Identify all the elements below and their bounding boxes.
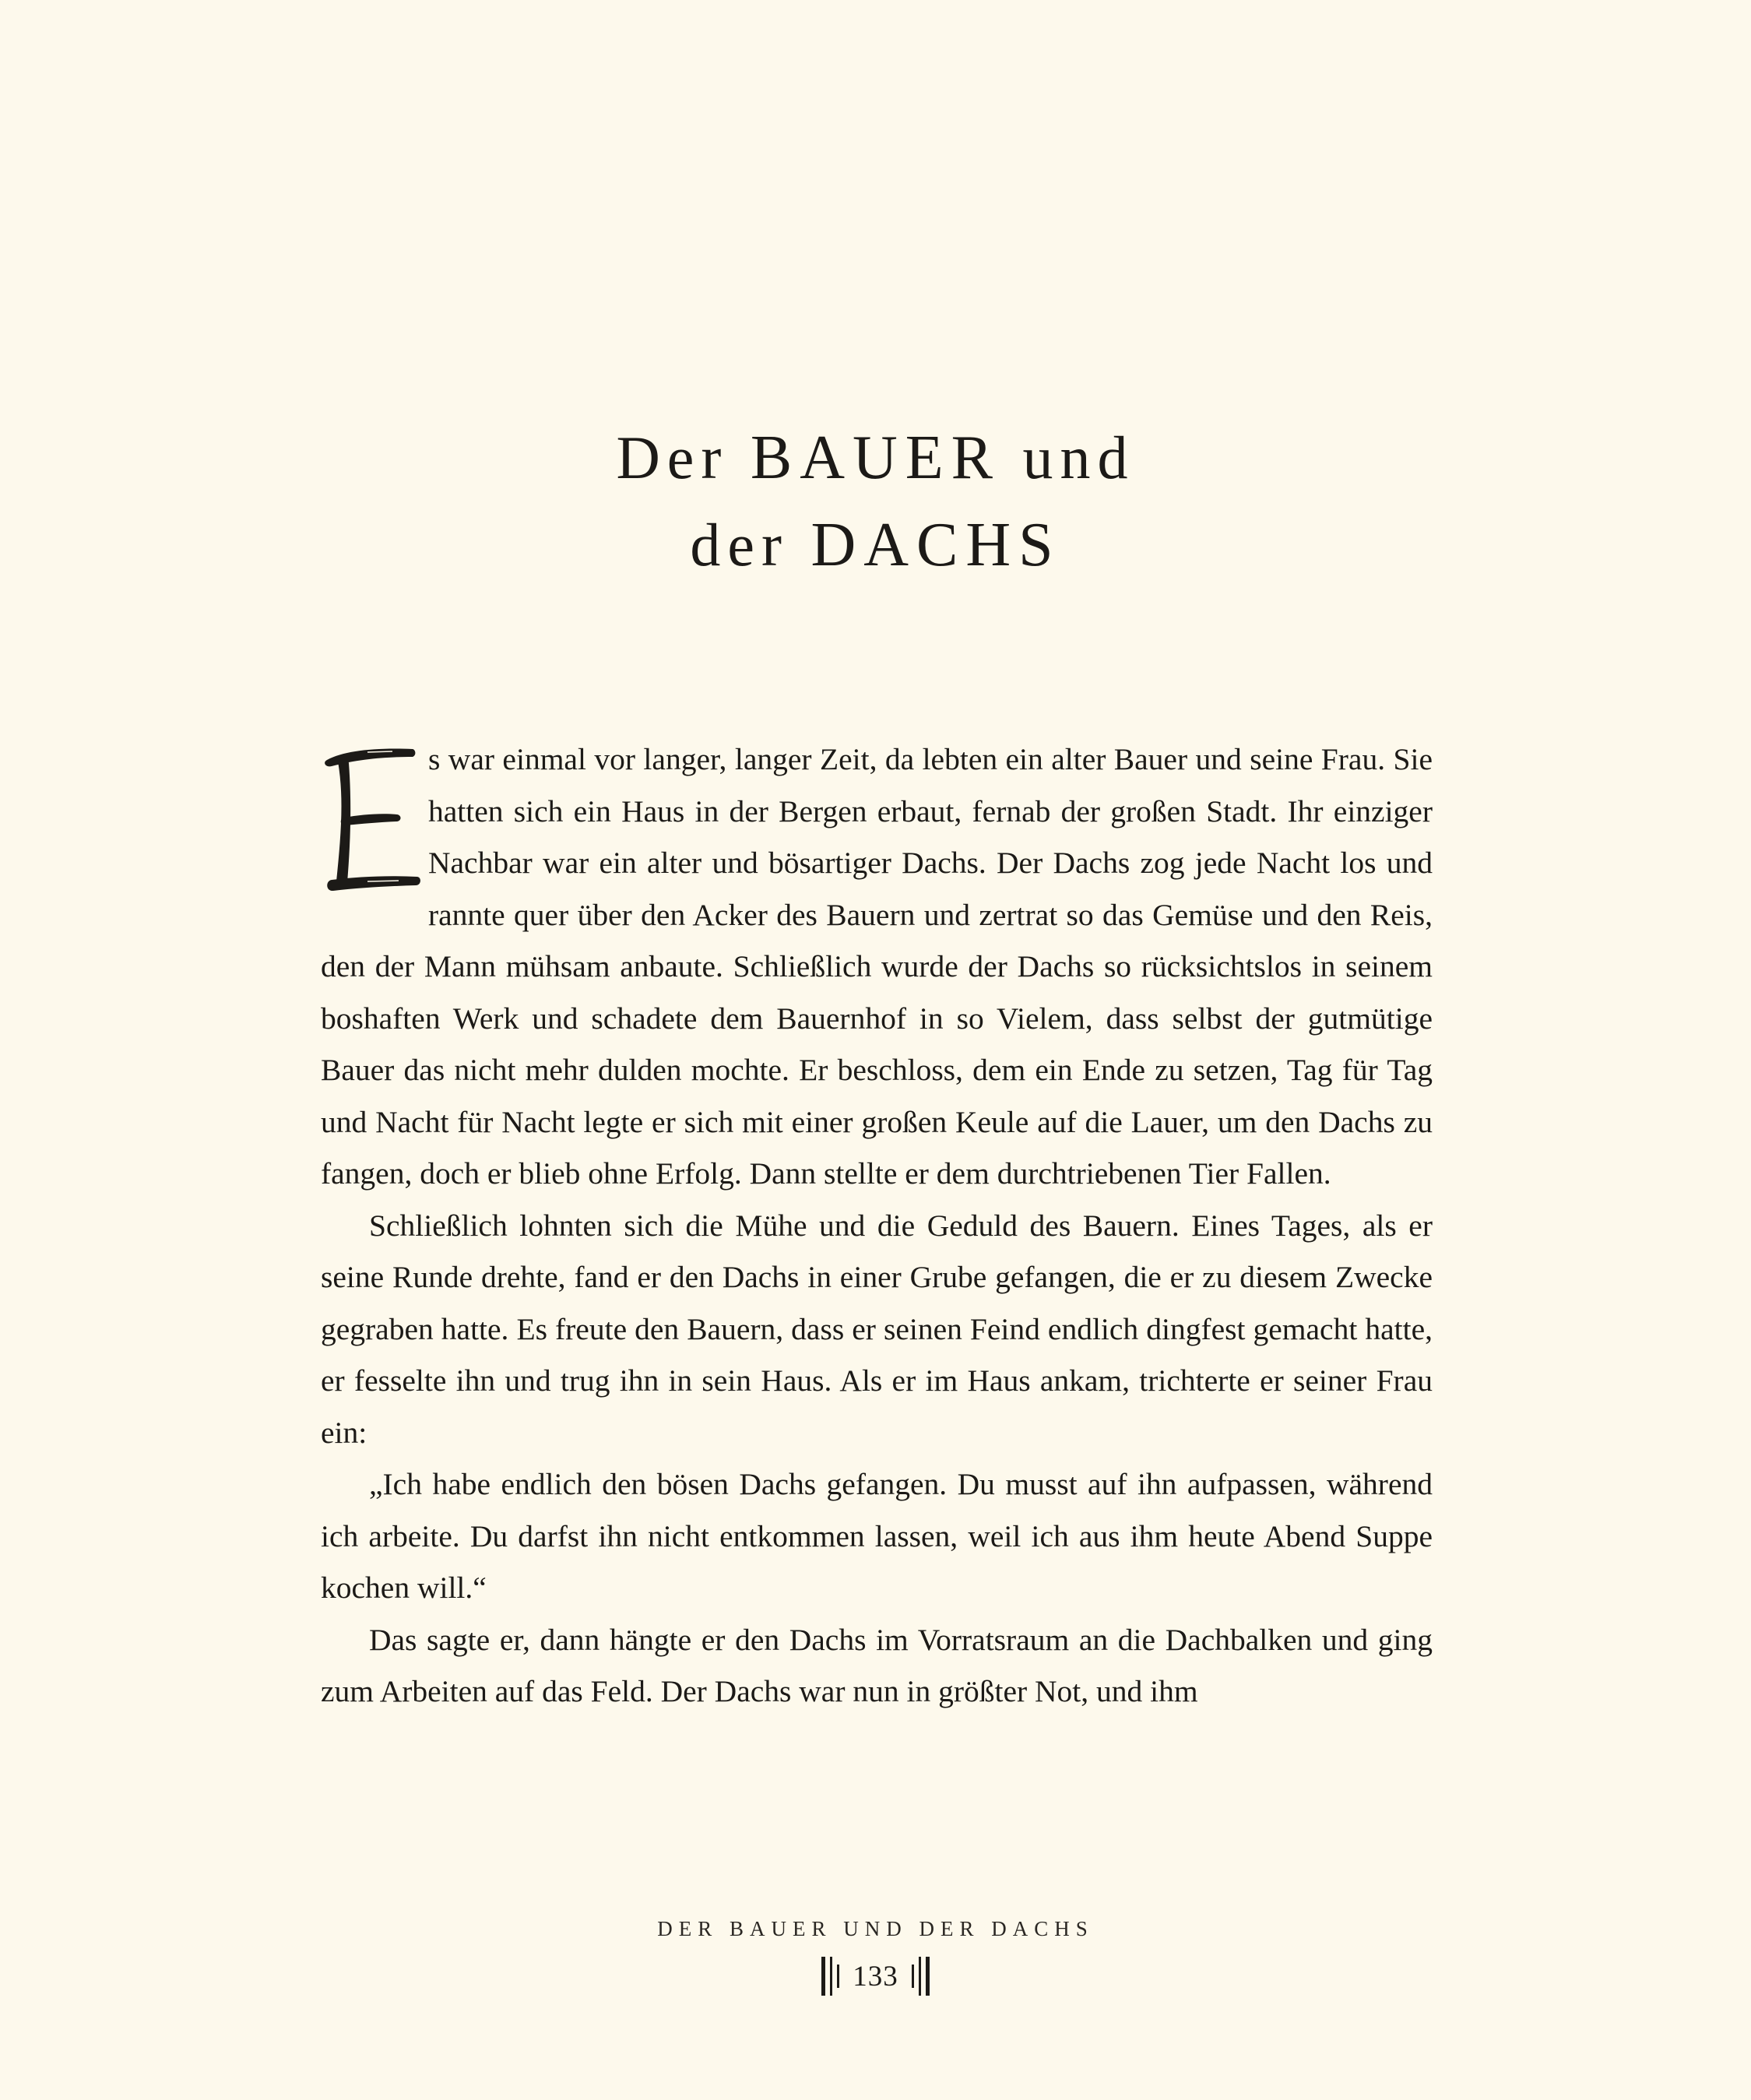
bar-ornament [830,1957,832,1996]
chapter-title-line-2 [0,501,1751,589]
title-text: und [1000,424,1135,492]
paragraph-3: „Ich habe endlich den bösen Dachs gefangen. Du musst auf ihn aufpassen, während ich arbeite. Du darfst ihn nicht entkommen lassen, weil ich aus ihm heute Abend Suppe kochen will.“ [321,1467,1433,1605]
bar-ornament [837,1965,839,1988]
bar-ornament [926,1957,930,1996]
paragraph-2: Schließlich lohnten sich die Mühe und die Geduld des Bauern. Eines Tages, als er seine Runde drehte, fand er den Dachs in einer Grube gefangen, die er zu diesem Zwecke gegraben hatte. Es freute den Bauern, dass er seinen Feind endlich dingfest gemacht hatte, er fesselte ihn und trug ihn in sein Haus. Als er im Haus ankam, trichterte er seiner Frau ein: [321,1208,1433,1450]
running-head: DER BAUER UND DER DACHS [657,1917,1094,1940]
title-caps-text: DACHS [810,511,1061,580]
chapter-title [0,414,1751,589]
chapter-title-line-1 [0,414,1751,501]
paragraph-1 [321,733,1433,1200]
chapter-body [321,733,1433,1718]
drop-cap [321,743,422,895]
title-caps-text: BAUER [750,424,1001,493]
folio-bars-right [909,1956,932,1996]
bar-ornament [912,1965,914,1988]
page-number: 133 [853,1960,898,1993]
page-number-ornament [0,1956,1751,1996]
bar-ornament [919,1957,921,1996]
brush-letter-e-icon [321,743,422,895]
folio-bars-left [819,1956,842,1996]
paragraph-4: Das sagte er, dann hängte er den Dachs im Vorratsraum an die Dachbalken und ging zum Arbeiten auf das Feld. Der Dachs war nun in größter Not, und ihm [321,1622,1433,1708]
paragraph-text: s war einmal vor langer, langer Zeit, da lebten ein alter Bauer und seine Frau. Sie hatten sich ein Haus in der Bergen erbaut, fernab der großen Stadt. Ihr einziger Nachbar war ein alter und bösartiger Dachs. Der Dachs zog jede Nacht los und rannte quer über den Acker des Bauern und zertrat so das Gemüse und den Reis, den der Mann mühsam anbaute. Schließlich wurde der Dachs so rücksichtslos in seinem boshaften Werk und schadete dem Bauernhof in so Vielem, dass selbst der gutmütige Bauer das nicht mehr dulden mochte. Er beschloss, dem ein Ende zu setzen, Tag für Tag und Nacht für Nacht legte er sich mit einer großen Keule auf die Lauer, um den Dachs zu fangen, doch er blieb ohne Erfolg. Dann stellte er dem durchtriebenen Tier Fallen. [321,742,1433,1191]
title-text: der [690,511,811,579]
title-text: Der [616,424,751,492]
bar-ornament [821,1957,825,1996]
